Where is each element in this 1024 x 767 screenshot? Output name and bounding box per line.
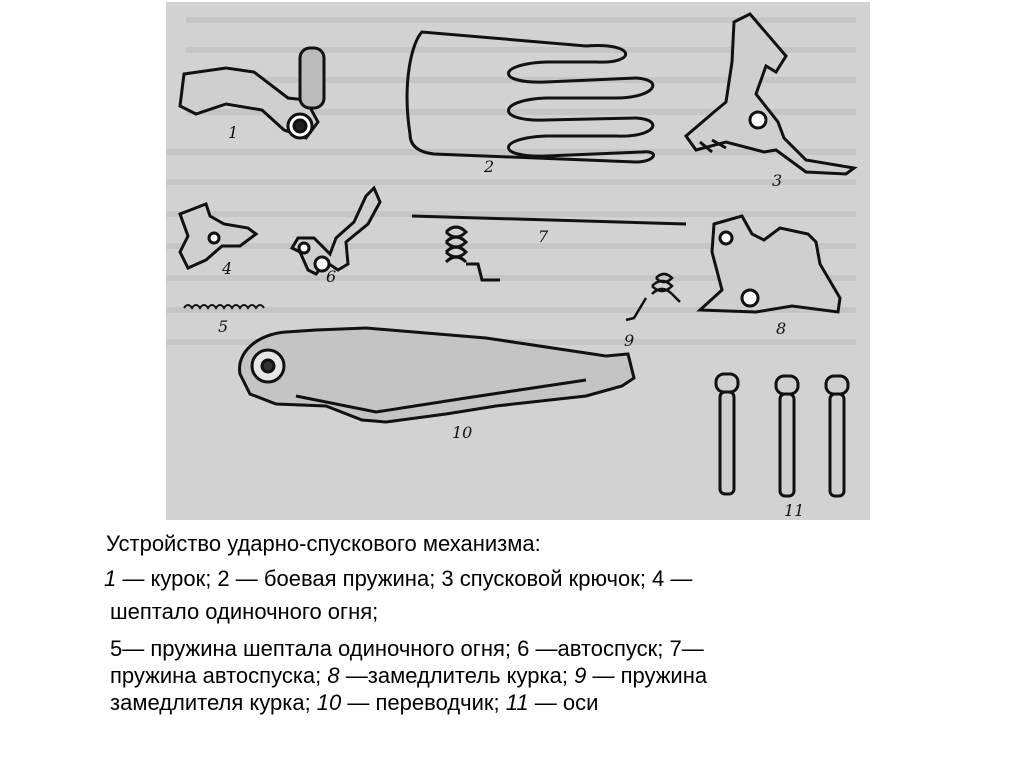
mechanism-illustration	[166, 2, 870, 520]
caption-line-5-a: замедлителя курка;	[110, 690, 317, 715]
caption-line-1-text: — курок; 2 — боевая пружина; 3 спусковой крючок; 4 —	[116, 566, 693, 591]
caption-num-11: 11	[505, 690, 529, 715]
figure-label-8: 8	[776, 319, 787, 338]
figure-label-9: 9	[624, 331, 635, 350]
figure-label-3: 3	[772, 171, 783, 190]
caption-num-8: 8	[327, 663, 340, 688]
caption-line-4	[100, 662, 920, 689]
figure-label-2: 2	[484, 157, 495, 176]
caption-num-10: 10	[316, 690, 342, 715]
auto-sear-part	[292, 188, 380, 274]
figure-label-11: 11	[784, 501, 805, 520]
figure-label-4: 4	[222, 259, 233, 278]
caption-line-2: шептало одиночного огня;	[110, 599, 379, 624]
hammer-part	[180, 48, 324, 138]
caption-line-3: 5— пружина шептала одиночного огня; 6 —автоспуск; 7—	[110, 636, 704, 661]
figure-label-10: 10	[452, 423, 473, 442]
caption-num-1: 1	[104, 566, 117, 591]
caption-num-9: 9	[574, 663, 587, 688]
caption-line-4-c: — пружина	[586, 663, 708, 688]
caption-title: Устройство ударно-спускового механизма:	[106, 531, 541, 556]
figure-label-7: 7	[538, 227, 549, 246]
caption-line-5	[100, 689, 920, 716]
caption-line-5-b: — переводчик;	[341, 690, 506, 715]
figure-caption	[100, 530, 920, 716]
caption-line-4-b: —замедлитель курка;	[339, 663, 575, 688]
figure-label-6: 6	[326, 267, 337, 286]
figure-label-5: 5	[218, 317, 229, 336]
caption-line-1	[100, 565, 920, 592]
caption-line-5-c: — оси	[528, 690, 599, 715]
figure-label-1: 1	[228, 123, 239, 142]
caption-line-4-a: пружина автоспуска;	[110, 663, 328, 688]
hammer-retarder-part	[700, 216, 840, 312]
axle-pins-part	[716, 374, 848, 496]
